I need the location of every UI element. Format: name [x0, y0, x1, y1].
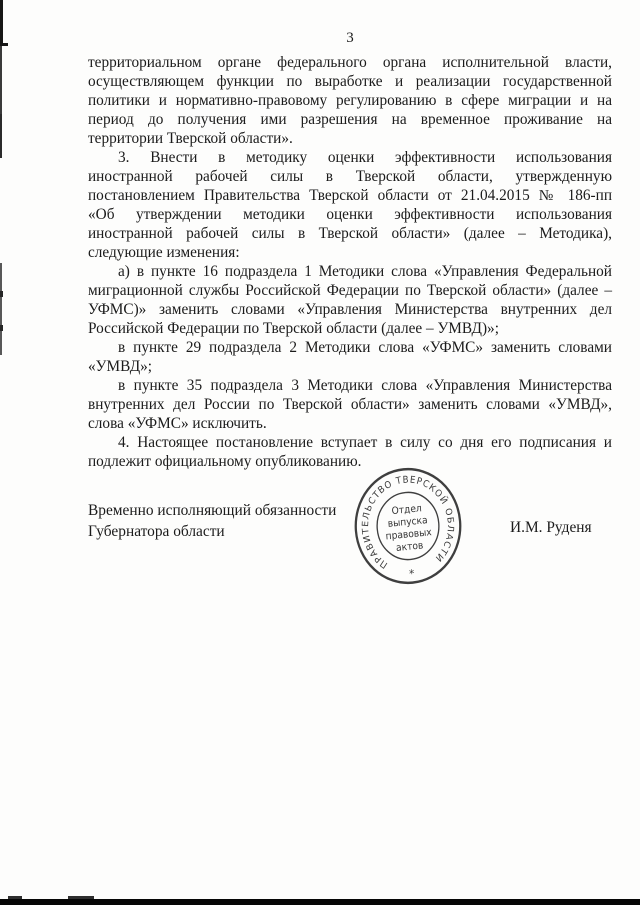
- text-line: УФМС)» заменить словами «Управления Министерства внутренних дел: [88, 301, 612, 318]
- signatory-name: И.М. Руденя: [510, 519, 592, 536]
- paragraph: [88, 376, 612, 433]
- text-line: слова «УФМС» исключить.: [88, 415, 267, 432]
- text-line: 4. Настоящее постановление вступает в силу со дня его подписания и: [118, 434, 612, 451]
- official-stamp: [351, 464, 465, 588]
- text-line: иностранной рабочей силы в Тверской области, утвержденную: [88, 168, 612, 185]
- scan-artifact-left-edge: [0, 114, 2, 158]
- star-icon: *: [408, 566, 415, 581]
- signature-title-line2: Губернатора области: [88, 523, 225, 540]
- text-line: в пункте 35 подраздела 3 Методики слова «Управления Министерства: [118, 377, 612, 394]
- scan-artifact-left-edge: [0, 46, 2, 114]
- signature-block: [88, 500, 368, 542]
- text-line: иностранной рабочей силы в Тверской области» (далее – Методика),: [88, 225, 612, 242]
- text-line: политики и нормативно-правовому регулированию в сфере миграции и на: [88, 92, 612, 109]
- text-line: Российской Федерации по Тверской области (далее – УМВД)»;: [88, 320, 499, 337]
- stamp-center-line: Отдел: [391, 502, 423, 518]
- scan-artifact-left-edge: [0, 0, 3, 46]
- scan-artifact-blip: [0, 291, 3, 297]
- scan-artifact-speck: [8, 896, 22, 899]
- text-line: 3. Внести в методику оценки эффективности использования: [118, 149, 612, 166]
- text-line: в пункте 29 подраздела 2 Методики слова «УФМС» заменить словами: [118, 339, 612, 356]
- text-line: следующие изменения:: [88, 244, 240, 261]
- text-line: «УМВД»;: [88, 358, 153, 375]
- stamp-center-line: актов: [395, 540, 424, 555]
- text-line: внутренних дел России по Тверской области» заменить словами «УМВД»,: [88, 396, 612, 413]
- scan-artifact-bottom-bar: [0, 899, 640, 905]
- text-line: территории Тверской области».: [88, 130, 293, 147]
- text-line: территориальном органе федерального органа исполнительной власти,: [88, 54, 612, 71]
- text-line: а) в пункте 16 подраздела 1 Методики слова «Управления Федеральной: [118, 263, 612, 280]
- stamp-center-line: правовых: [385, 526, 433, 543]
- page-number: 3: [346, 30, 354, 46]
- text-line: осуществляющем функции по выработке и реализации государственной: [88, 73, 612, 90]
- signature-title-line1: Временно исполняющий обязанности: [88, 502, 337, 519]
- paragraph: [88, 53, 612, 148]
- scan-artifact-speck: [68, 896, 94, 899]
- text-line: «Об утверждении методики оценки эффективности использования: [88, 206, 612, 223]
- paragraph: [88, 148, 612, 262]
- text-line: период до получения ими разрешения на временное проживание на: [88, 111, 612, 128]
- paragraph: [88, 262, 612, 338]
- scan-artifact-blip: [0, 325, 3, 331]
- document-body: [88, 53, 612, 471]
- paragraph: [88, 433, 612, 471]
- scan-artifact-left-edge: [0, 263, 2, 355]
- stamp-center-line: выпуска: [387, 514, 429, 530]
- text-line: миграционной службы Российской Федерации по Тверской области» (далее –: [88, 282, 612, 299]
- stamp-ring-text: ПРАВИТЕЛЬСТВО ТВЕРСКОЙ ОБЛАСТИ: [361, 475, 455, 570]
- paragraph: [88, 338, 612, 376]
- text-line: постановлением Правительства Тверской области от 21.04.2015 № 186-пп: [88, 187, 612, 204]
- text-line: подлежит официальному опубликованию.: [88, 453, 362, 470]
- scan-artifact-tick: [0, 43, 8, 46]
